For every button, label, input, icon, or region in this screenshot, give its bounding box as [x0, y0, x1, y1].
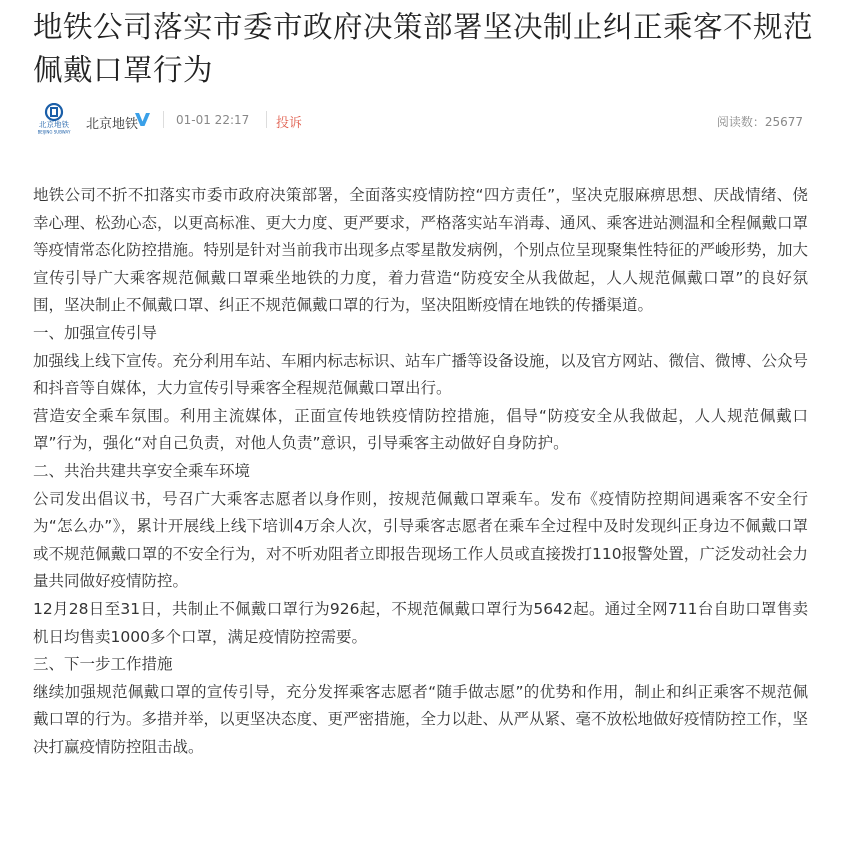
divider [163, 111, 164, 128]
author-name[interactable]: 北京地铁 [86, 117, 139, 132]
section-heading: 三、下一步工作措施 [33, 655, 173, 674]
paragraph-intro: 地铁公司不折不扣落实市委市政府决策部署，全面落实疫情防控“四方责任”，坚决克服麻痹思想、厌战情绪、侥幸心理、松劲心态，以更高标准、更大力度、更严要求，严格落实站车消毒、通风、乘客进站测温和全程佩戴口罩等疫情常态化防控措施。特别是针对当前我市出现多点零星散发病例，个别点位呈现聚集性特征的严峻形势，加大宣传引导广大乘客规范佩戴口罩乘坐地铁的力度，着力营造“防疫安全从我做起，人人规范佩戴口罩”的良好氛围，坚决制止不佩戴口罩、纠正不规范佩戴口罩的行为，坚决阻断疫情在地铁的传播渠道。 [33, 186, 809, 315]
paragraph: 12月28日至31日，共制止不佩戴口罩行为926起，不规范佩戴口罩行为5642起。通过全网711台自助口罩售卖机日均售卖1000多个口罩，满足疫情防控需要。 [33, 599, 808, 646]
author-avatar[interactable] [33, 103, 75, 135]
report-link[interactable]: 投诉 [276, 116, 303, 131]
paragraph: 营造安全乘车氛围。利用主流媒体，正面宣传地铁疫情防控措施，倡导“防疫安全从我做起，人人规范佩戴口罩”行为，强化“对自己负责，对他人负责”意识，引导乘客主动做好自身防护。 [33, 406, 808, 453]
publish-date: 01-01 22:17 [176, 113, 250, 127]
section-heading: 一、加强宣传引导 [33, 323, 158, 342]
section-heading: 二、共治共建共享安全乘车环境 [33, 461, 251, 480]
beijing-subway-logo-icon [33, 103, 75, 135]
article-body [33, 182, 808, 761]
paragraph: 继续加强规范佩戴口罩的宣传引导，充分发挥乘客志愿者“随手做志愿”的优势和作用，制止和纠正乘客不规范佩戴口罩的行为。多措并举，以更坚决态度、更严密措施，全力以赴、从严从紧、毫不放松地做好疫情防控工作，坚决打赢疫情防控阻击战。 [33, 682, 809, 756]
paragraph: 加强线上线下宣传。充分利用车站、车厢内标志标识、站车广播等设备设施，以及官方网站、微信、微博、公众号和抖音等自媒体，大力宣传引导乘客全程规范佩戴口罩出行。 [33, 351, 809, 398]
logo-text-cn: 北京地铁 [39, 120, 69, 129]
article-title: 地铁公司落实市委市政府决策部署坚决制止纠正乘客不规范佩戴口罩行为 [33, 10, 814, 87]
divider [266, 111, 267, 128]
verified-v-icon [134, 112, 151, 127]
read-count: 阅读数：25677 [716, 115, 803, 129]
paragraph: 公司发出倡议书，号召广大乘客志愿者以身作则，按规范佩戴口罩乘车。发布《疫情防控期间遇乘客不安全行为“怎么办”》，累计开展线上线下培训4万余人次，引导乘客志愿者在乘车全过程中及时发现纠正身边不佩戴口罩或不规范佩戴口罩的不安全行为，对不听劝阻者立即报告现场工作人员或直接拨打110报警处置，广泛发动社会力量共同做好疫情防控。 [33, 489, 808, 591]
article-meta [33, 100, 803, 138]
logo-text-en: BEIJING SUBWAY [37, 129, 71, 135]
